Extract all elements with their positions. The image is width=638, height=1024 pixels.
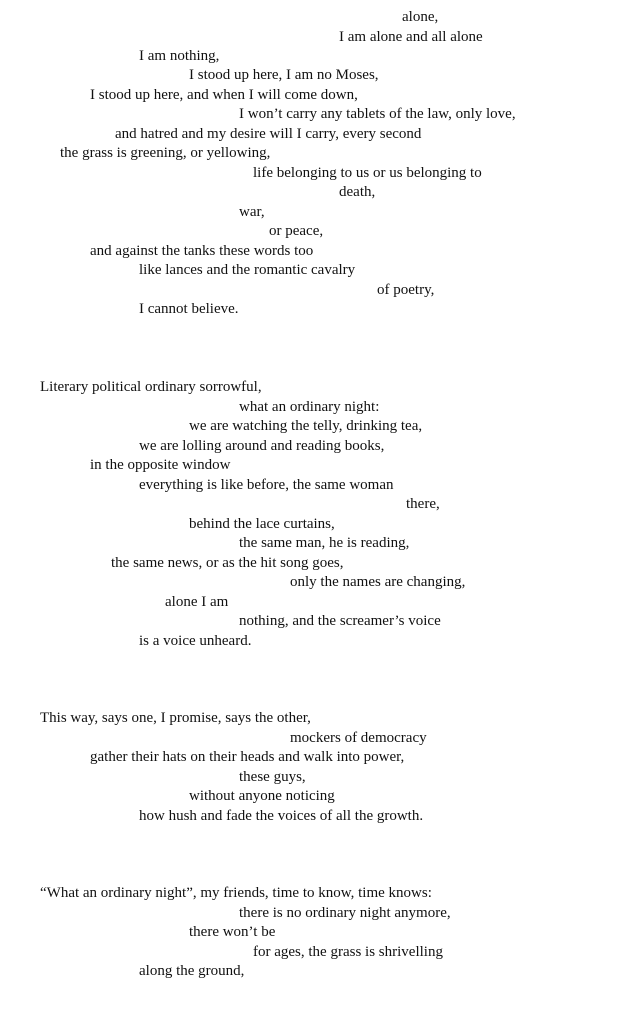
poem-line: only the names are changing,	[290, 574, 466, 590]
poem-line: “What an ordinary night”, my friends, time to know, time knows:	[40, 885, 432, 901]
poem-line: in the opposite window	[90, 457, 231, 473]
poem-line: we are lolling around and reading books,	[139, 438, 385, 454]
poem-line: I am alone and all alone	[339, 29, 483, 45]
poem-line: alone,	[402, 9, 439, 25]
poem-line: how hush and fade the voices of all the growth.	[139, 808, 424, 824]
poem-line: without anyone noticing	[189, 788, 335, 804]
poem-line: This way, says one, I promise, says the other,	[40, 710, 311, 726]
poem-line: mockers of democracy	[290, 730, 427, 746]
poem-line: life belonging to us or us belonging to	[253, 165, 482, 181]
poem-line: nothing, and the screamer’s voice	[239, 613, 441, 629]
poem-line: death,	[339, 184, 376, 200]
poem-line: or peace,	[269, 223, 324, 239]
poem-line: along the ground,	[139, 963, 245, 979]
poem-line: gather their hats on their heads and walk into power,	[90, 749, 405, 765]
poem-line: war,	[239, 204, 265, 220]
poem-line: there,	[406, 496, 440, 512]
poem-line: there is no ordinary night anymore,	[239, 905, 451, 921]
poem-line: I stood up here, I am no Moses,	[189, 67, 379, 83]
poem-line: what an ordinary night:	[239, 399, 380, 415]
poem-line: I won’t carry any tablets of the law, only love,	[239, 106, 516, 122]
poem-line: for ages, the grass is shrivelling	[253, 944, 443, 960]
poem-line: I stood up here, and when I will come down,	[90, 87, 358, 103]
poem-line: the same news, or as the hit song goes,	[111, 555, 344, 571]
poem-line: Literary political ordinary sorrowful,	[40, 379, 262, 395]
poem-line: behind the lace curtains,	[189, 516, 335, 532]
poem-line: I cannot believe.	[139, 301, 239, 317]
poem-line: these guys,	[239, 769, 306, 785]
poem-line: and against the tanks these words too	[90, 243, 314, 259]
poem-line: of poetry,	[377, 282, 435, 298]
poem-line: the grass is greening, or yellowing,	[60, 145, 271, 161]
poem-line: like lances and the romantic cavalry	[139, 262, 356, 278]
poem-line: we are watching the telly, drinking tea,	[189, 418, 423, 434]
poem-line: there won’t be	[189, 924, 276, 940]
poem-line: and hatred and my desire will I carry, every second	[115, 126, 422, 142]
poem-line: the same man, he is reading,	[239, 535, 410, 551]
poem-line: everything is like before, the same woman	[139, 477, 394, 493]
poem-line: I am nothing,	[139, 48, 220, 64]
poem-line: is a voice unheard.	[139, 633, 252, 649]
poem-line: alone I am	[165, 594, 229, 610]
